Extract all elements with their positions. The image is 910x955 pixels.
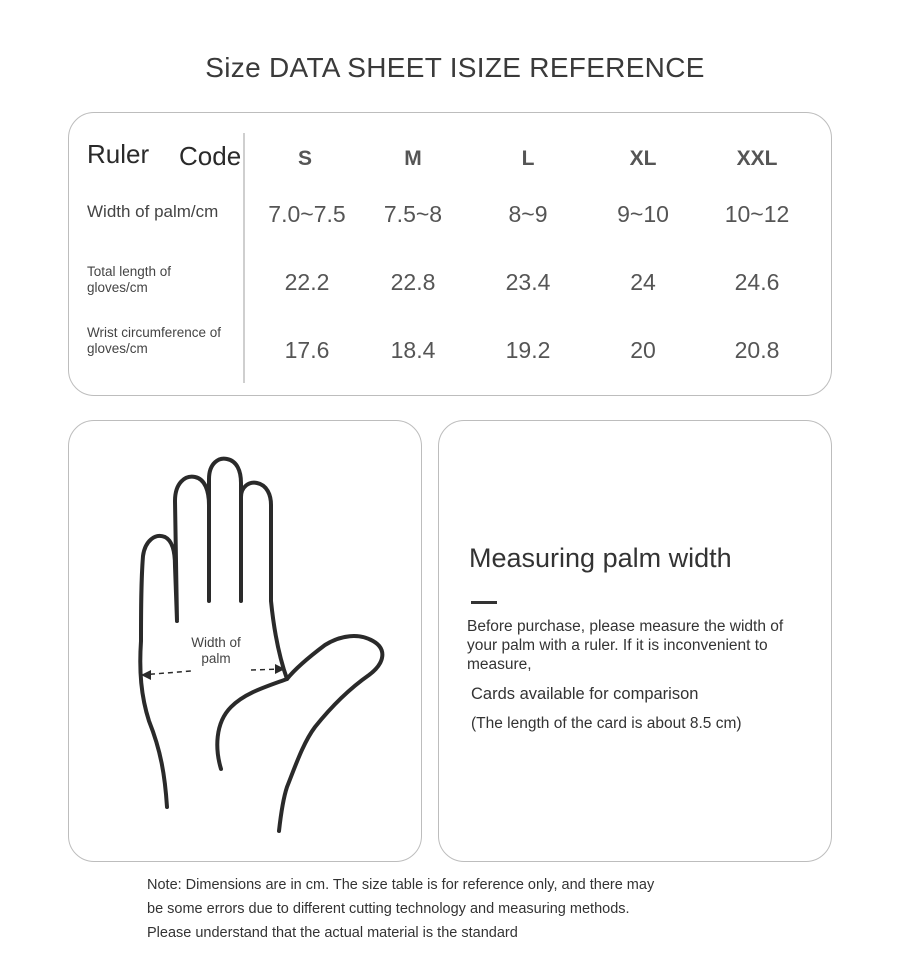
measuring-info-panel (438, 420, 832, 862)
size-header-l: L (521, 147, 535, 170)
heading-divider (471, 601, 497, 604)
hand-diagram-panel (68, 420, 422, 862)
table-cell: 7.5~8 (383, 201, 443, 227)
row-label-wrist-circumference: Wrist circumference of gloves/cm (87, 325, 222, 356)
note-line: be some errors due to different cutting technology and measuring methods. (147, 901, 630, 917)
info-paragraph: Before purchase, please measure the width of your palm with a ruler. If it is inconvenient to measure, (467, 618, 784, 673)
table-cell: 17.6 (284, 337, 330, 363)
palm-width-label: Width of palm (191, 635, 241, 666)
header-code: Code (179, 141, 242, 171)
page-title: Size DATA SHEET ISIZE REFERENCE (205, 52, 705, 83)
table-cell: 20 (630, 337, 656, 363)
table-cell: 19.2 (505, 337, 551, 363)
size-header-s: S (297, 147, 312, 170)
size-header-xxl: XXL (736, 147, 778, 170)
table-cell: 7.0~7.5 (268, 201, 346, 227)
row-label-total-length: Total length of gloves/cm (87, 264, 172, 295)
table-cell: 24 (630, 269, 656, 295)
note-line: Please understand that the actual material is the standard (147, 925, 518, 941)
size-table (68, 112, 832, 396)
table-cell: 10~12 (724, 201, 790, 227)
table-cell: 22.2 (284, 269, 330, 295)
header-ruler: Ruler (87, 139, 150, 169)
footnote (147, 873, 787, 945)
card-length-text: (The length of the card is about 8.5 cm) (471, 715, 742, 732)
note-line: Note: Dimensions are in cm. The size table is for reference only, and there may (147, 877, 655, 893)
table-cell: 22.8 (390, 269, 436, 295)
table-cell: 24.6 (734, 269, 780, 295)
size-header-m: M (404, 147, 422, 170)
table-cell: 18.4 (390, 337, 436, 363)
table-cell: 23.4 (505, 269, 551, 295)
cards-comparison-text: Cards available for comparison (471, 685, 699, 703)
table-cell: 9~10 (617, 201, 669, 227)
row-label-palm-width: Width of palm/cm (87, 202, 219, 221)
table-cell: 8~9 (508, 201, 548, 227)
info-heading: Measuring palm width (469, 543, 732, 573)
size-header-xl: XL (629, 147, 657, 170)
table-cell: 20.8 (734, 337, 780, 363)
